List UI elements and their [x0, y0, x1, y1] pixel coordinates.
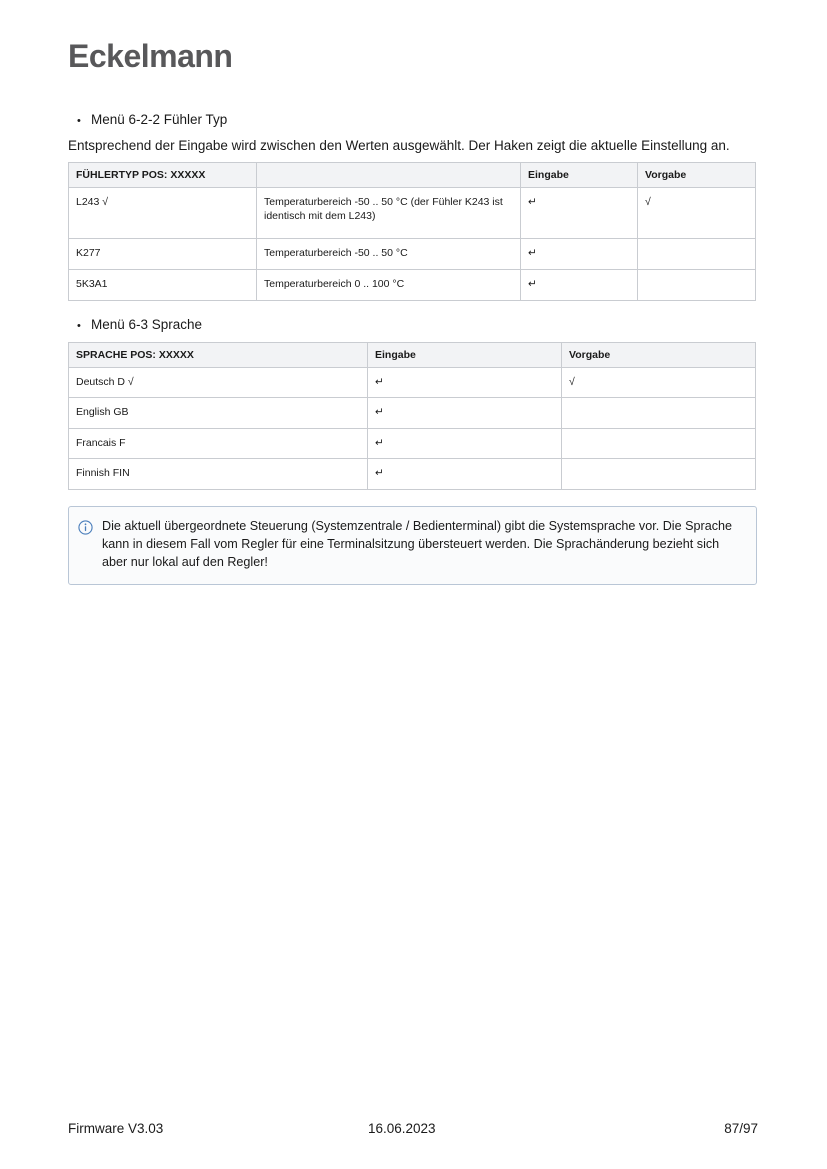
column-header-eingabe: Eingabe: [368, 342, 562, 367]
column-header-sprache: SPRACHE POS: XXXXX: [69, 342, 368, 367]
column-header-description: [257, 163, 521, 188]
cell-language: Finnish FIN: [69, 459, 368, 490]
column-header-eingabe: Eingabe: [521, 163, 638, 188]
section-heading-fuehler-typ: [68, 112, 758, 127]
enter-key-icon: ↵: [368, 459, 562, 490]
cell-description: Temperaturbereich -50 .. 50 °C (der Fühler K243 ist identisch mit dem L243): [257, 188, 521, 239]
cell-default-check: √: [562, 367, 756, 398]
document-content: [68, 112, 758, 585]
column-header-vorgabe: Vorgabe: [562, 342, 756, 367]
enter-key-icon: ↵: [521, 239, 638, 270]
cell-description: Temperaturbereich -50 .. 50 °C: [257, 239, 521, 270]
column-header-vorgabe: Vorgabe: [638, 163, 756, 188]
cell-language: Francais F: [69, 428, 368, 459]
table-header-row: [69, 342, 756, 367]
intro-paragraph: Entsprechend der Eingabe wird zwischen den Werten ausgewählt. Der Haken zeigt die aktuelle Einstellung an.: [68, 138, 730, 153]
section-heading-sprache: [68, 317, 758, 332]
cell-value: 5K3A1: [69, 269, 257, 300]
table-row: [69, 269, 756, 300]
section-heading-label: Menü 6-2-2 Fühler Typ: [91, 112, 228, 127]
enter-key-icon: ↵: [521, 269, 638, 300]
cell-default: [562, 459, 756, 490]
enter-key-icon: ↵: [521, 188, 638, 239]
page-footer: [68, 1121, 758, 1136]
table-sprache: [68, 342, 756, 491]
cell-default-check: √: [638, 188, 756, 239]
section-heading-label: Menü 6-3 Sprache: [91, 316, 203, 332]
column-header-fuehlertyp: FÜHLERTYP POS: XXXXX: [69, 163, 257, 188]
cell-default: [562, 398, 756, 429]
cell-default: [562, 428, 756, 459]
enter-key-icon: ↵: [368, 428, 562, 459]
table-row: [69, 428, 756, 459]
enter-key-icon: ↵: [368, 367, 562, 398]
info-icon: [78, 520, 93, 535]
table-row: [69, 367, 756, 398]
cell-language: English GB: [69, 398, 368, 429]
cell-description: Temperaturbereich 0 .. 100 °C: [257, 269, 521, 300]
enter-key-icon: ↵: [368, 398, 562, 429]
table-row: [69, 459, 756, 490]
company-logo: Eckelmann: [68, 38, 233, 74]
cell-default: [638, 269, 756, 300]
info-note-box: [68, 506, 757, 585]
table-fuehler-typ: [68, 162, 756, 300]
table-row: [69, 398, 756, 429]
footer-date: 16.06.2023: [368, 1121, 436, 1136]
bullet-icon: •: [77, 319, 81, 332]
table-row: [69, 239, 756, 270]
cell-default: [638, 239, 756, 270]
table-header-row: [69, 163, 756, 188]
table-row: [69, 188, 756, 239]
bullet-icon: •: [77, 115, 81, 127]
cell-language: Deutsch D √: [69, 367, 368, 398]
info-note-text: Die aktuell übergeordnete Steuerung (Systemzentrale / Bedienterminal) gibt die Systemsprache vor. Die Sprache kann in diesem Fall vom Regler für eine Terminalsitzung übersteuert werden. Die Sprachänderung bezieht sich aber nur lokal auf den Regler!: [102, 519, 733, 569]
footer-firmware: Firmware V3.03: [68, 1121, 164, 1136]
cell-value: K277: [69, 239, 257, 270]
footer-page-number: 87/97: [724, 1121, 758, 1136]
cell-value: L243 √: [69, 188, 257, 239]
